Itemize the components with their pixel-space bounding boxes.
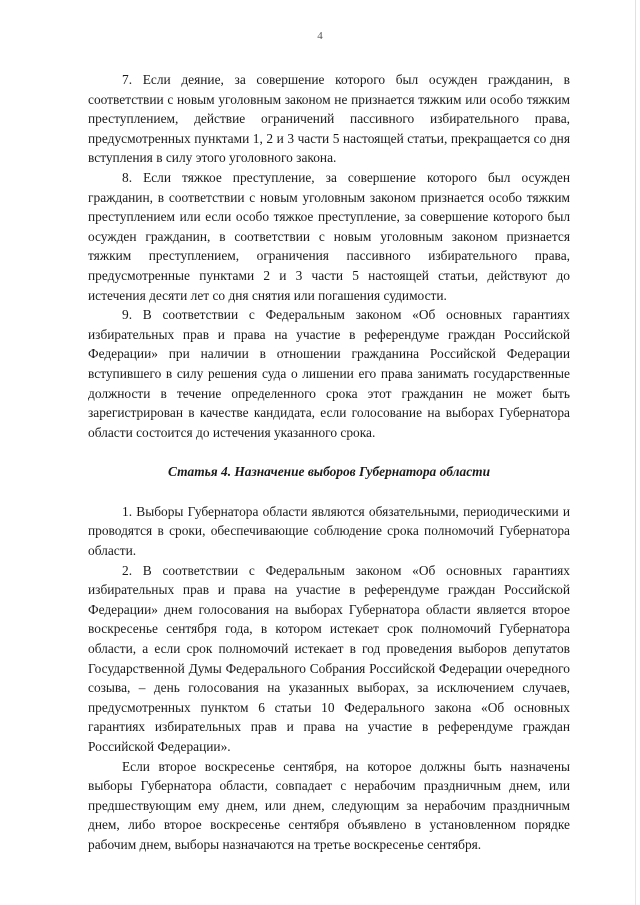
paragraph-article-4-item-2: 2. В соответствии с Федеральным законом «Об основных гарантиях избирательных прав и права на участие в референдуме граждан Российской Федерации» днем голосования на выборах Губернатора области является второе воскресенье сентября года, в котором истекает срок полномочий Губернатора области, а если срок полномочий истекает в год проведения выборов депутатов Государственной Думы Федерального Собрания Российской Федерации очередного созыва, – день голосования на указанных выборах, за исключением случаев, предусмотренных пунктом 6 статьи 10 Федерального закона «Об основных гарантиях избирательных прав и права на участие в референдуме граждан Российской Федерации». <box>88 562 570 754</box>
paragraph-item-9: 9. В соответствии с Федеральным законом «Об основных гарантиях избирательных прав и права на участие в референдуме граждан Российской Федерации» при наличии в отношении гражданина Российской Федерации вступившего в силу решения суда о лишении его права занимать государственные должности в течение определенного срока этот гражданин не может быть зарегистрирован в качестве кандидата, если голосование на выборах Губернатора области состоится до истечения указанного срока. <box>88 307 570 440</box>
paragraph-article-4-item-2-continued: Если второе воскресенье сентября, на которое должны быть назначены выборы Губернатора области, совпадает с нерабочим праздничным днем, или предшествующим ему днем, или днем, следующим за нерабочим праздничным днем, либо второе воскресенье сентября объявлено в установленном порядке рабочим днем, выборы назначаются на третье воскресенье сентября. <box>88 758 570 852</box>
article-4-heading: Статья 4. Назначение выборов Губернатора области <box>167 464 491 480</box>
paragraph-article-4-item-1: 1. Выборы Губернатора области являются обязательными, периодическими и проводятся в сроки, обеспечивающие соблюдение срока полномочий Губернатора области. <box>88 503 570 559</box>
paragraph-item-8: 8. Если тяжкое преступление, за совершение которого был осужден гражданин, в соответствии с новым уголовным законом признается особо тяжким преступлением или если особо тяжкое преступление, за совершение которого был осужден гражданин, в соответствии с новым уголовным законом признается тяжким преступлением, ограничения пассивного избирательного права, предусмотренные пунктами 2 и 3 части 5 настоящей статьи, действуют до истечения десяти лет со дня снятия или погашения судимости. <box>88 169 570 303</box>
paragraph-item-7: 7. Если деяние, за совершение которого был осужден гражданин, в соответствии с новым уголовным законом не признается тяжким или особо тяжким преступлением, действие ограничений пассивного избирательного права, предусмотренных пунктами 1, 2 и 3 части 5 настоящей статьи, прекращается со дня вступления в силу этого уголовного закона. <box>88 72 570 166</box>
scan-edge-line <box>635 0 636 905</box>
page-number: 4 <box>317 30 323 42</box>
document-body <box>88 70 570 855</box>
